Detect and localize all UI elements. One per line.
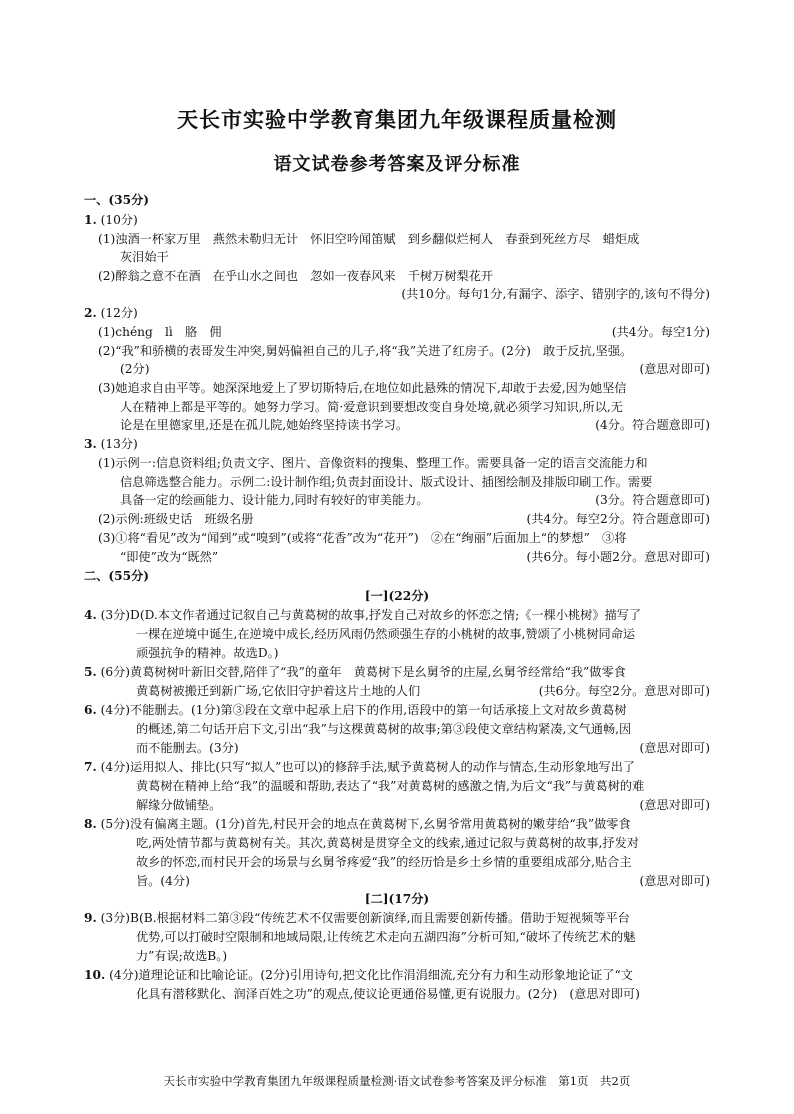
answer-text: (6分)黄葛树树叶新旧交替,陪伴了“我”的童年 黄葛树下是幺舅爷的庄屋,幺舅爷经常给“我”做零食 <box>96 665 626 679</box>
question-number: 4. <box>84 608 97 622</box>
answer-line: (意思对即可) <box>639 874 710 888</box>
document-title: 天长市实验中学教育集团九年级课程质量检测 <box>177 107 617 132</box>
answer-line: (3)①将“看见”改为“闻到”或“嗅到”(或将“花香”改为“花开”) ②在“绚丽”后面加上“的梦想” ③将 <box>98 531 627 545</box>
answer-line: 灰泪始干 <box>120 250 169 264</box>
page-footer: 天长市实验中学教育集团九年级课程质量检测·语文试卷参考答案及评分标准 第1页 共2页 <box>163 1074 631 1088</box>
question-number: 1. <box>84 213 97 227</box>
answer-line: (意思对即可) <box>639 362 710 376</box>
answer-line: 信息筛选整合能力。示例二:设计制作组;负责封面设计、版式设计、插图绘制及排版印刷工作。需要 <box>120 475 653 489</box>
question-number: 7. <box>84 760 97 774</box>
answer-line: (2)醉翁之意不在酒 在乎山水之间也 忽如一夜春风来 千树万树梨花开 <box>98 269 494 283</box>
answer-line: 故乡的怀恋,而村民开会的场景与幺舅爷疼爱“我”的经历恰是乡土乡情的重要组成部分,贴合主 <box>136 855 632 869</box>
answer-line: 的概述,第二句话开启下文,引出“我”与这棵黄葛树的故事;第③段使文章结构紧凑,文气通畅,因 <box>136 722 632 736</box>
question-number: 5. <box>84 665 97 679</box>
answer-line: 解缘分做铺垫。 <box>136 798 222 812</box>
answer-line: 旨。(4分) <box>136 874 190 888</box>
answer-text: (4分)运用拟人、排比(只写“拟人”也可以)的修辞手法,赋予黄葛树人的动作与情态,生动形象地写出了 <box>96 760 636 774</box>
answer-line: (3)她追求自由平等。她深深地爱上了罗切斯特后,在地位如此悬殊的情况下,却敢于去爱,因为她坚信 <box>98 381 627 395</box>
answer-line: (2分) <box>120 362 150 376</box>
question-number: 2. <box>84 306 97 320</box>
answer-line <box>84 702 627 719</box>
answer-line: 一、(35分) <box>84 193 150 207</box>
answer-text: (3分)D(D.本文作者通过记叙自己与黄葛树的故事,抒发自己对故乡的怀恋之情;《一棵小桃树》描写了 <box>96 608 642 622</box>
answer-line: 优势,可以打破时空限制和地域局限,让传统艺术走向五湖四海”分析可知,“破坏了传统艺术的魅 <box>136 930 636 944</box>
answer-line <box>84 305 138 322</box>
answer-line: (2)“我”和骄横的表哥发生冲突,舅妈偏袒自己的儿子,将“我”关进了红房子。(2分) 敢于反抗,坚强。 <box>98 344 633 358</box>
answer-line <box>84 910 630 927</box>
answer-text: (4分)道理论证和比喻论证。(2分)引用诗句,把文化比作涓涓细流,充分有力和生动形象地论证了“文 <box>105 968 633 982</box>
question-number: 8. <box>84 817 97 831</box>
answer-line <box>84 967 633 984</box>
answer-line: 具备一定的绘画能力、设计能力,同时有较好的审美能力。 <box>120 493 429 507</box>
answer-text: (13分) <box>96 437 138 451</box>
answer-line: 顽强抗争的精神。故选D。) <box>136 646 279 660</box>
answer-text: (4分)不能删去。(1分)第③段在文章中起承上启下的作用,语段中的第一句话承接上文对故乡黄葛树 <box>96 703 627 717</box>
answer-line: (1)chéng lì 胳 佣 <box>98 325 222 339</box>
answer-line: [一](22分) <box>364 589 430 603</box>
question-number: 6. <box>84 703 97 717</box>
answer-line <box>84 607 641 624</box>
answer-text: (5分)没有偏离主题。(1分)首先,村民开会的地点在黄葛树下,幺舅爷常用黄葛树的嫩芽给“我”做零食 <box>96 817 631 831</box>
answer-line: (共6分。每空2分。意思对即可) <box>538 684 710 698</box>
answer-line: (3分。符合题意即可) <box>595 493 710 507</box>
answer-text: (10分) <box>96 213 138 227</box>
answer-line: 黄葛树被搬迁到新广场,它依旧守护着这片土地的人们 <box>136 684 421 698</box>
answer-line: (1)浊酒一杯家万里 燕然未勒归无计 怀旧空吟闻笛赋 到乡翻似烂柯人 春蚕到死丝方尽 蜡炬成 <box>98 232 640 246</box>
answer-line: 一棵在逆境中诞生,在逆境中成长,经历风雨仍然顽强生存的小桃树的故事,赞颂了小桃树同命运 <box>136 627 636 641</box>
answer-line <box>84 664 626 681</box>
answer-line <box>84 816 631 833</box>
answer-line: 力”有误;故选B。) <box>136 949 228 963</box>
answer-line: 二、(55分) <box>84 569 150 583</box>
answer-line <box>84 436 138 453</box>
question-number: 9. <box>84 911 97 925</box>
answer-line: (1)示例一:信息资料组;负责文字、图片、音像资料的搜集、整理工作。需要具备一定的语言交流能力和 <box>98 456 648 470</box>
answer-line: 论是在里德家里,还是在孤儿院,她始终坚持读书学习。 <box>120 418 409 432</box>
answer-line <box>84 759 635 776</box>
answer-line: (意思对即可) <box>639 798 710 812</box>
answer-line: (4分。符合题意即可) <box>595 418 710 432</box>
answer-line: 而不能删去。(3分) <box>136 741 239 755</box>
answer-line: [二](17分) <box>364 892 430 906</box>
answer-line: (共10分。每句1分,有漏字、添字、错别字的,该句不得分) <box>401 287 710 301</box>
answer-line: (意思对即可) <box>639 741 710 755</box>
document-subtitle: 语文试卷参考答案及评分标准 <box>273 154 521 175</box>
answer-line: 黄葛树在精神上给“我”的温暖和帮助,表达了“我”对黄葛树的感激之情,为后文“我”与黄葛树的难 <box>136 779 645 793</box>
answer-text: (12分) <box>96 306 138 320</box>
answer-line: (共6分。每小题2分。意思对即可) <box>526 550 710 564</box>
answer-line: (2)示例:班级史话 班级名册 <box>98 512 254 526</box>
answer-line <box>84 212 138 229</box>
answer-line: 化具有潜移默化、润泽百姓之功”的观点,使议论更通俗易懂,更有说服力。(2分) (意思对即可) <box>136 987 640 1001</box>
answer-line: (共4分。每空1分) <box>611 325 710 339</box>
question-number: 3. <box>84 437 97 451</box>
answer-line: (共4分。每空2分。符合题意即可) <box>526 512 710 526</box>
answer-text: (3分)B(B.根据材料二第③段“传统艺术不仅需要创新演绎,而且需要创新传播。借助于短视频等平台 <box>96 911 630 925</box>
answer-line: “即使”改为“既然” <box>120 550 219 564</box>
answer-line: 吃,两处情节都与黄葛树有关。其次,黄葛树是贯穿全文的线索,通过记叙与黄葛树的故事,抒发对 <box>136 836 639 850</box>
answer-line: 人在精神上都是平等的。她努力学习。简·爱意识到要想改变自身处境,就必须学习知识,所以,无 <box>120 400 623 414</box>
question-number: 10. <box>84 968 106 982</box>
